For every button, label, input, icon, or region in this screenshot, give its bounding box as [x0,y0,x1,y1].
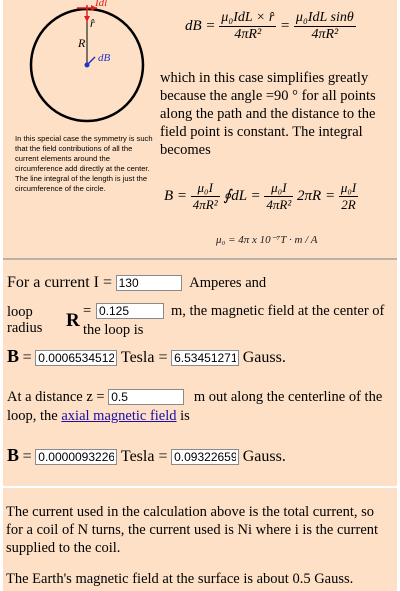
gauss-label-1: Gauss. [242,349,286,366]
tesla-label-2: Tesla = [120,448,168,465]
b-fraction-1 [191,180,220,213]
b-fraction-3 [339,180,358,213]
b-den-3: 2R [341,197,356,212]
axial-line [7,408,190,425]
b-axial-gauss-output[interactable] [171,449,239,465]
current-unit: Amperes and [189,275,267,291]
radius-suffix-2: the loop is [83,322,144,338]
biot-savart-equation [185,10,356,43]
db-label: dB [98,52,111,64]
b-den-2: 4πR² [266,197,292,212]
field-center-equation [164,180,358,213]
calculator-panel [3,260,397,486]
b-center-label: B [7,346,20,366]
mu0-constant: μ₀ = 4π x 10⁻⁷T · m / A [216,234,318,246]
axial-suffix: is [180,408,190,424]
b-num-1: μ₀I [191,180,220,197]
current-loop-diagram [25,0,145,130]
db-fraction-2 [294,10,356,43]
two-pi-r: 2πR = [297,187,336,204]
b-den-1: 4πR² [192,197,218,212]
gauss-label-2: Gauss. [242,448,286,465]
db-lhs: dB = [185,17,216,34]
db-num-2: μ₀IdL sinθ [295,10,354,25]
current-input[interactable] [116,275,182,291]
db-fraction-1 [219,10,276,43]
b-axial-label: B [7,445,20,465]
radius-word: radius [7,320,43,336]
current-prefix: For a current I = [7,274,112,291]
axial-prefix: loop, the [7,408,58,424]
b-center-equals: = [22,349,32,366]
derivation-panel [3,0,397,260]
distance-row [7,389,382,406]
b-lhs: B = [164,187,188,204]
b-num-2: μ₀I [264,180,293,197]
symmetry-note: In this special case the symmetry is such that the field contributions of all the current elements around the circumference add directly at the center. The line integral of the length is just the circumference of the circle. [15,134,153,193]
b-center-tesla-output[interactable] [35,350,117,366]
r-hat-label: r̂ [90,16,95,30]
current-row [7,274,266,292]
center-field-row [7,346,286,367]
loop-label: loop [7,304,33,320]
explanation-text: which in this case simplifies greatly because the angle =90 ° for all points along the path and the distance to the field point is constant. The integral becomes [160,70,376,158]
db-num-1: μ₀IdL × r̂ [221,10,275,25]
radius-suffix-1: m, the magnetic field at the center of [171,303,385,319]
db-den-2: 4πR² [311,27,339,42]
b-num-3: μ₀I [340,180,357,195]
r-equals: = [83,303,92,319]
idl-label: Idl [95,0,108,9]
b-fraction-2 [264,180,293,213]
db-den-1: 4πR² [234,27,262,42]
axial-field-link[interactable]: axial magnetic field [61,408,177,424]
radius-input[interactable] [96,303,164,319]
earth-field-note: The Earth's magnetic field at the surface is about 0.5 Gauss. [6,571,354,587]
b-center-gauss-output[interactable] [171,350,239,366]
distance-prefix: At a distance z = [7,389,105,405]
coil-note: The current used in the calculation above is the total current, so for a coil of N turns, the current used is Ni where i is the current supplied to the coil. [6,504,379,556]
tesla-label-1: Tesla = [120,349,168,366]
notes-panel [3,488,397,591]
db-equals: = [280,17,291,34]
center-point [85,63,90,68]
b-axial-equals: = [22,448,32,465]
distance-suffix: m out along the centerline of the [193,389,383,405]
r-symbol: R [66,310,80,331]
radius-label: R [78,36,86,50]
integral-dl: ∮dL = [223,187,261,204]
axial-field-row [7,445,286,466]
b-axial-tesla-output[interactable] [35,449,117,465]
distance-input[interactable] [108,389,184,405]
